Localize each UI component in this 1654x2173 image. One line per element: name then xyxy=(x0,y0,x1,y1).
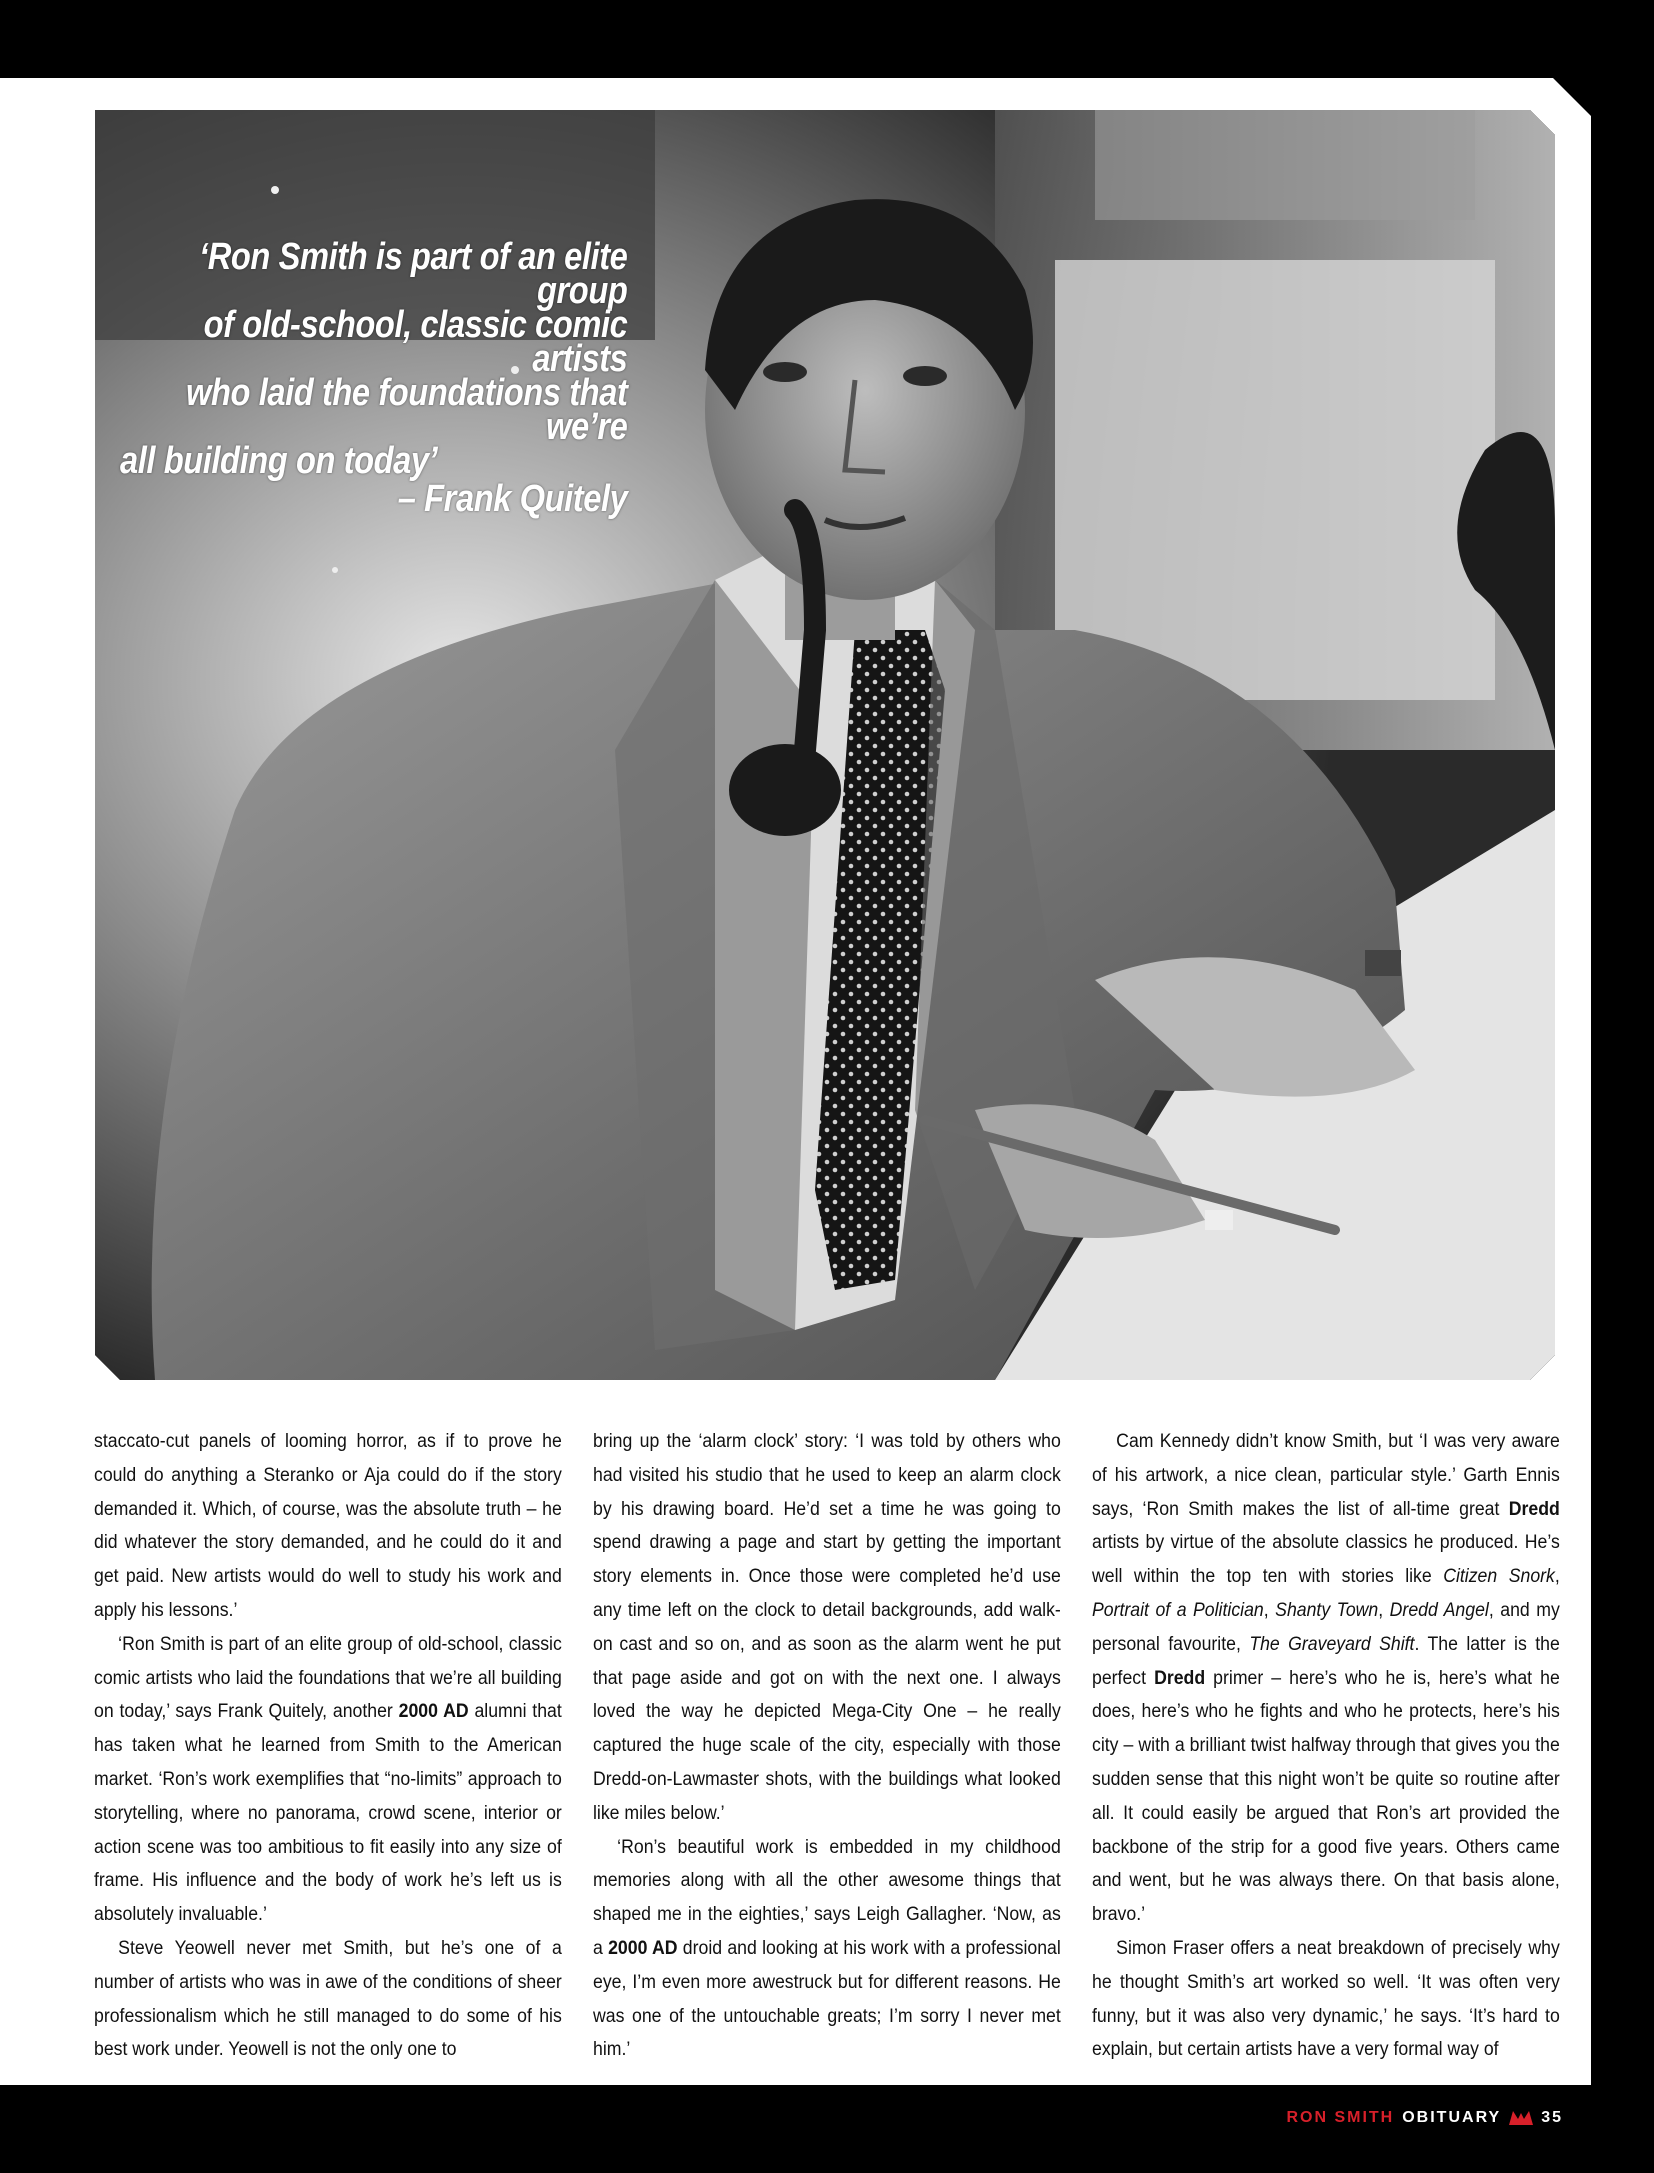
pull-quote-line-4: all building on today’ xyxy=(120,440,438,482)
text-run: 2000 AD xyxy=(608,1937,678,1959)
text-run: , xyxy=(1263,1599,1276,1621)
text-run: Shanty Town xyxy=(1275,1599,1379,1621)
text-run: , and my personal favourite, xyxy=(1092,1599,1560,1655)
text-run: The Graveyard Shift xyxy=(1249,1633,1415,1655)
text-run: staccato-cut panels of looming horror, as if to prove he could do anything a Steranko or Aja could do if the story demanded it. Which, of course, was the absolute truth – he did whatever the story demanded, and he could do it and get paid. New artists would do well to study his work and apply his lessons.’ xyxy=(94,1431,562,1621)
text-run: artists by virtue of the absolute classics he produced. He’s well within the top ten with stories like xyxy=(1092,1532,1560,1588)
column-3-text xyxy=(1092,1425,1560,2067)
article-column-3 xyxy=(1092,1425,1560,2067)
text-run: Steve Yeowell never met Smith, but he’s one of a number of artists who was in awe of the conditions of sheer professionalism which he still managed to do some of his best work under. Yeowell is not the only one to xyxy=(94,1937,562,2061)
column-1-text xyxy=(94,1425,562,2067)
text-run: Citizen Snork xyxy=(1443,1566,1555,1588)
footer-page-number: 35 xyxy=(1541,2109,1563,2126)
pull-quote xyxy=(120,236,628,520)
article-column-1 xyxy=(94,1425,562,2067)
text-run: Dredd xyxy=(1154,1667,1206,1689)
pull-quote-line-3: who laid the foundations that we’re xyxy=(186,372,628,448)
text-run: Portrait of a Politician xyxy=(1092,1599,1264,1621)
pull-quote-attribution: – Frank Quitely xyxy=(397,478,628,520)
text-run: , xyxy=(1554,1566,1560,1588)
article-paragraph xyxy=(94,1628,562,1932)
text-run: ‘Ron Smith is part of an elite group of old-school, classic comic artists who laid the foundations that we’re all building on today,’ says Frank Quitely, another xyxy=(94,1633,562,1723)
article-paragraph xyxy=(593,1831,1061,2068)
text-run: Cam Kennedy didn’t know Smith, but ‘I was very aware of his artwork, a nice clean, particular style.’ Garth Ennis says, ‘Ron Smith makes the list of all-time great xyxy=(1092,1431,1560,1520)
article-paragraph xyxy=(94,1425,562,1628)
text-run: . The latter is the perfect xyxy=(1092,1633,1560,1689)
text-run: primer – here’s who he is, here’s what he does, here’s who he fights and who he protects, here’s his city – with a brilliant twist halfway through that gives you the sudden sense that this night won’t be quite so routine after all. It could easily be argued that Ron’s art provided the backbone of the strip for a good five years. Others came and went, but he was always there. On that basis alone, bravo.’ xyxy=(1092,1667,1560,1926)
text-run: Dredd xyxy=(1508,1498,1560,1520)
text-run: , xyxy=(1378,1599,1390,1621)
article-paragraph xyxy=(593,1425,1061,1831)
article-column-2 xyxy=(593,1425,1061,2067)
article-paragraph xyxy=(1092,1425,1560,1932)
page-footer xyxy=(1286,2108,1563,2128)
text-run: droid and looking at his work with a professional eye, I’m even more awestruck but for different reasons. He was one of the untouchable greats; I’m sorry I never met him.’ xyxy=(593,1937,1061,2061)
text-run: Simon Fraser offers a neat breakdown of precisely why he thought Smith’s art worked so well. ‘It was often very funny, but it was also very dynamic,’ he says. ‘It’s hard to explain, but certain artists have a very formal way of xyxy=(1092,1937,1560,2061)
pull-quote-line-2: of old-school, classic comic artists xyxy=(203,304,628,380)
article-paragraph xyxy=(94,1932,562,2067)
article-paragraph xyxy=(1092,1932,1560,2067)
footer-section-white: OBITUARY xyxy=(1402,2109,1502,2126)
top-black-bar xyxy=(0,0,1654,78)
text-run: Dredd Angel xyxy=(1389,1599,1489,1621)
text-run: alumni that has taken what he learned from Smith to the American market. ‘Ron’s work exemplifies that “no-limits” approach to storytelling, where no panorama, crowd scene, interior or action scene was too ambitious to fit easily into any size of frame. His influence and the body of work he’s left us is absolutely invaluable.’ xyxy=(94,1701,562,1926)
text-run: bring up the ‘alarm clock’ story: ‘I was told by others who had visited his studio that he used to keep an alarm clock by his drawing board. He’d set a time he was going to spend drawing a page and start by getting the important story elements in. Once those were completed he’d use any time left on the clock to detail backgrounds, add walk-on cast and so on, and as soon as the alarm went he put that page aside and got on with the next one. I always loved the way he depicted Mega-City One – he really captured the huge scale of the city, especially with those Dredd-on-Lawmaster shots, with the buildings what looked like miles below.’ xyxy=(593,1431,1061,1824)
text-run: 2000 AD xyxy=(398,1701,469,1723)
magazine-logo-icon xyxy=(1509,2111,1533,2125)
pull-quote-line-1: ‘Ron Smith is part of an elite group xyxy=(199,236,628,312)
text-run: ‘Ron’s beautiful work is embedded in my childhood memories along with all the other awesome things that shaped me in the eighties,’ says Leigh Gallagher. ‘Now, as a xyxy=(593,1836,1061,1959)
column-2-text xyxy=(593,1425,1061,2067)
footer-section-red: RON SMITH xyxy=(1286,2109,1395,2126)
